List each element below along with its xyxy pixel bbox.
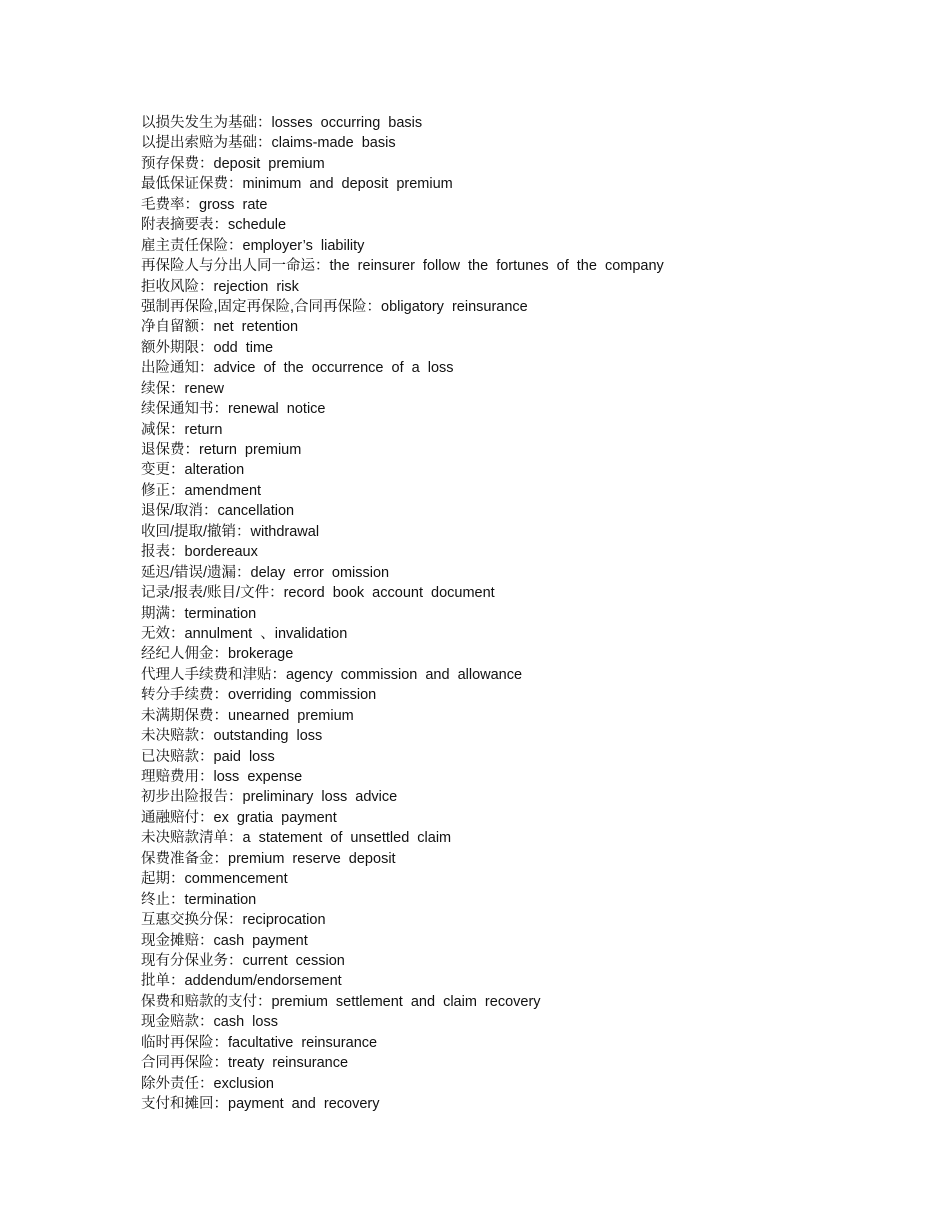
glossary-entry-text: 经纪人佣金：brokerage xyxy=(141,646,294,663)
glossary-entry-text: 雇主责任保险：employer’s liability xyxy=(141,237,365,254)
glossary-entry xyxy=(141,563,664,583)
glossary-entry-text: 延迟/错误/遗漏：delay error omission xyxy=(141,564,390,581)
glossary-entry xyxy=(141,481,664,501)
glossary-entry-text: 强制再保险,固定再保险,合同再保险：obligatory reinsurance xyxy=(141,298,528,315)
glossary-entry xyxy=(141,951,664,971)
glossary-entry-text: 支付和摊回：payment and recovery xyxy=(141,1096,380,1112)
glossary-entry xyxy=(141,910,664,930)
glossary-entry xyxy=(141,1094,664,1114)
glossary-entry xyxy=(141,195,664,215)
glossary-entry-text: 通融赔付：ex gratia payment xyxy=(141,809,337,826)
glossary-entry-text: 最低保证保费：minimum and deposit premium xyxy=(141,176,453,193)
glossary-entry-text: 理赔费用：loss expense xyxy=(141,769,303,785)
glossary-entry-text: 退保费：return premium xyxy=(141,442,302,458)
glossary-entry xyxy=(141,522,664,542)
glossary-entry xyxy=(141,665,664,685)
glossary-entry-text: 保费准备金：premium reserve deposit xyxy=(141,850,396,867)
glossary-entry-text: 变更：alteration xyxy=(141,462,245,479)
glossary-entry xyxy=(141,726,664,746)
glossary-entry xyxy=(141,133,664,153)
glossary-entry xyxy=(141,706,664,726)
glossary-entry xyxy=(141,931,664,951)
glossary-entry xyxy=(141,747,664,767)
glossary-entry xyxy=(141,869,664,889)
glossary-entry xyxy=(141,399,664,419)
glossary-entry xyxy=(141,113,664,133)
glossary-entry xyxy=(141,1012,664,1032)
glossary-entry-text: 代理人手续费和津贴：agency commission and allowance xyxy=(141,666,523,683)
glossary-entry xyxy=(141,154,664,174)
glossary-list xyxy=(141,113,664,1114)
glossary-entry xyxy=(141,583,664,603)
glossary-entry-text: 出险通知：advice of the occurrence of a loss xyxy=(141,360,454,377)
glossary-entry xyxy=(141,624,664,644)
glossary-entry xyxy=(141,971,664,991)
glossary-entry-text: 减保：return xyxy=(141,421,223,438)
glossary-entry-text: 期满：termination xyxy=(141,605,257,622)
glossary-entry-text: 以提出索赔为基础：claims-made basis xyxy=(141,135,396,152)
glossary-entry xyxy=(141,460,664,480)
glossary-entry-text: 收回/提取/撤销：withdrawal xyxy=(141,523,320,540)
glossary-entry-text: 修正：amendment xyxy=(141,482,262,499)
glossary-entry xyxy=(141,767,664,787)
glossary-entry xyxy=(141,808,664,828)
glossary-entry-text: 毛费率：gross rate xyxy=(141,196,268,213)
glossary-entry-text: 续保通知书：renewal notice xyxy=(141,401,326,418)
glossary-entry-text: 未决赔款清单：a statement of unsettled claim xyxy=(141,830,452,847)
glossary-entry-text: 保费和赔款的支付：premium settlement and claim recovery xyxy=(141,993,541,1010)
glossary-entry-text: 额外期限：odd time xyxy=(141,339,274,356)
glossary-entry-text: 未满期保费：unearned premium xyxy=(141,707,354,724)
glossary-entry xyxy=(141,420,664,440)
glossary-entry xyxy=(141,890,664,910)
glossary-entry xyxy=(141,787,664,807)
glossary-entry-text: 报表：bordereaux xyxy=(141,544,258,561)
glossary-entry-text: 附表摘要表：schedule xyxy=(141,217,287,234)
glossary-entry-text: 除外责任：exclusion xyxy=(141,1075,274,1092)
glossary-entry xyxy=(141,358,664,378)
glossary-entry-text: 终止：termination xyxy=(141,891,257,908)
glossary-entry xyxy=(141,542,664,562)
glossary-entry xyxy=(141,379,664,399)
glossary-entry xyxy=(141,338,664,358)
glossary-entry xyxy=(141,828,664,848)
glossary-entry-text: 无效：annulment 、invalidation xyxy=(141,625,348,642)
glossary-entry-text: 临时再保险：facultative reinsurance xyxy=(141,1034,378,1051)
glossary-entry xyxy=(141,277,664,297)
glossary-entry-text: 现金摊赔：cash payment xyxy=(141,932,308,949)
glossary-entry xyxy=(141,644,664,664)
glossary-entry xyxy=(141,236,664,256)
glossary-entry-text: 以损失发生为基础：losses occurring basis xyxy=(141,115,423,131)
glossary-entry xyxy=(141,317,664,337)
glossary-entry-text: 续保：renew xyxy=(141,380,224,397)
glossary-entry-text: 拒收风险：rejection risk xyxy=(141,278,299,295)
glossary-entry-text: 预存保费：deposit premium xyxy=(141,155,325,172)
glossary-entry-text: 转分手续费：overriding commission xyxy=(141,687,377,704)
glossary-entry-text: 初步出险报告：preliminary loss advice xyxy=(141,789,398,806)
glossary-entry-text: 退保/取消：cancellation xyxy=(141,503,295,520)
glossary-entry xyxy=(141,215,664,235)
glossary-entry xyxy=(141,604,664,624)
glossary-entry xyxy=(141,849,664,869)
glossary-entry xyxy=(141,992,664,1012)
glossary-entry-text: 现金赔款：cash loss xyxy=(141,1014,278,1031)
glossary-entry xyxy=(141,297,664,317)
glossary-entry-text: 记录/报表/账目/文件：record book account document xyxy=(141,585,495,602)
glossary-entry xyxy=(141,685,664,705)
glossary-entry-text: 净自留额：net retention xyxy=(141,319,299,336)
glossary-entry-text: 互惠交换分保：reciprocation xyxy=(141,912,326,929)
glossary-entry xyxy=(141,501,664,521)
glossary-entry xyxy=(141,1074,664,1094)
glossary-entry-text: 合同再保险：treaty reinsurance xyxy=(141,1055,349,1072)
glossary-entry xyxy=(141,256,664,276)
glossary-entry-text: 未决赔款：outstanding loss xyxy=(141,728,323,745)
glossary-entry-text: 起期：commencement xyxy=(141,871,288,888)
glossary-entry-text: 现有分保业务：current cession xyxy=(141,952,345,969)
glossary-entry xyxy=(141,1033,664,1053)
glossary-entry-text: 批单：addendum/endorsement xyxy=(141,973,342,990)
glossary-entry xyxy=(141,1053,664,1073)
glossary-entry-text: 再保险人与分出人同一命运：the reinsurer follow the fortunes of the company xyxy=(141,258,664,275)
glossary-entry xyxy=(141,440,664,460)
glossary-entry-text: 已决赔款：paid loss xyxy=(141,748,275,765)
glossary-entry xyxy=(141,174,664,194)
